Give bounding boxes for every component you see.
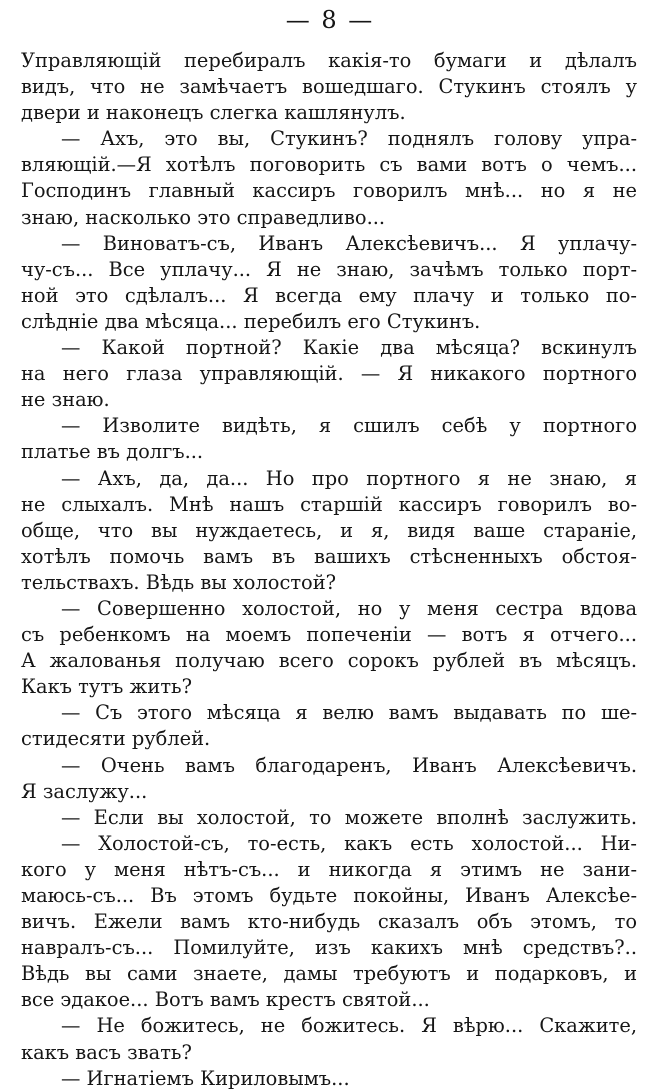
text-line: Я заслужу...: [21, 779, 148, 803]
text-line: вичъ. Ежели вамъ кто-нибудь сказалъ объ этомъ, то: [21, 910, 637, 934]
text-line: навралъ-съ... Помилуйте, изъ какихъ мнѣ средствъ?..: [21, 936, 637, 960]
text-line: платье въ долгъ...: [21, 440, 204, 464]
text-line: Какъ тутъ жить?: [21, 675, 192, 699]
text-line: все эдакое... Вотъ вамъ крестъ святой...: [21, 988, 430, 1012]
text-line: — Съ этого мѣсяца я велю вамъ выдавать по ше-: [61, 701, 637, 725]
text-line: — Не божитесь, не божитесь. Я вѣрю... Скажите,: [61, 1014, 637, 1038]
body-text: [21, 48, 637, 1092]
text-line: — Виноватъ-съ, Иванъ Алексѣевичъ... Я уплачу-: [61, 231, 637, 255]
text-line: — Совершенно холостой, но у меня сестра вдова: [61, 596, 637, 620]
text-line: — Какой портной? Какіе два мѣсяца? вскинулъ: [61, 336, 637, 360]
text-line: — Если вы холостой, то можете вполнѣ заслужить.: [61, 805, 637, 829]
text-line: стидесяти рублей.: [21, 727, 211, 751]
text-line: — Изволите видѣть, я сшилъ себѣ у портного: [61, 414, 637, 438]
text-line: — Ахъ, да, да... Но про портного я не знаю, я: [61, 466, 637, 490]
page-number: — 8 —: [285, 6, 375, 34]
text-line: тельствахъ. Вѣдь вы холостой?: [21, 570, 337, 594]
text-line: маюсь-съ... Въ этомъ будьте покойны, Иванъ Алексѣе-: [21, 884, 637, 907]
text-line: чу-съ... Все уплачу... Я не знаю, зачѣмъ только порт-: [21, 257, 637, 281]
text-line: не слыхалъ. Мнѣ нашъ старшій кассиръ говорилъ во-: [21, 492, 637, 516]
text-line: Вѣдь вы сами знаете, дамы требуютъ и подарковъ, и: [21, 962, 637, 986]
text-line: ной это сдѣлалъ... Я всегда ему плачу и только по-: [21, 283, 637, 307]
text-line: слѣдніе два мѣсяца... перебилъ его Стукинъ.: [21, 309, 481, 333]
text-line: — Игнатіемъ Кириловымъ...: [61, 1066, 350, 1090]
text-line: Господинъ главный кассиръ говорилъ мнѣ... но я не: [21, 179, 637, 203]
text-line: хотѣлъ помочь вамъ въ вашихъ стѣсненныхъ обстоя-: [21, 544, 637, 568]
text-line: не знаю.: [21, 388, 110, 412]
text-line: какъ васъ звать?: [21, 1040, 192, 1064]
text-line: А жалованья получаю всего сорокъ рублей въ мѣсяцъ.: [21, 649, 637, 673]
text-line: на него глаза управляющій. — Я никакого портного: [21, 362, 637, 386]
text-line: — Ахъ, это вы, Стукинъ? поднялъ голову упра-: [61, 127, 637, 151]
text-line: — Холостой-съ, то-есть, какъ есть холостой... Ни-: [61, 831, 637, 855]
text-line: видъ, что не замѣчаетъ вошедшаго. Стукинъ стоялъ у: [21, 75, 637, 99]
text-line: вляющій.—Я хотѣлъ поговорить съ вами вотъ о чемъ...: [21, 153, 637, 177]
text-line: кого у меня нѣтъ-съ... и никогда я этимъ не зани-: [21, 857, 637, 881]
text-line: обще, что вы нуждаетесь, и я, видя ваше стараніе,: [21, 518, 637, 542]
text-line: Управляющій перебиралъ какія-то бумаги и дѣлалъ: [21, 49, 637, 72]
text-line: — Очень вамъ благодаренъ, Иванъ Алексѣевичъ.: [61, 753, 637, 777]
text-line: двери и наконецъ слегка кашлянулъ.: [21, 101, 406, 125]
text-line: знаю, насколько это справедливо...: [21, 205, 386, 229]
text-line: съ ребенкомъ на моемъ попеченіи — вотъ я отчего...: [21, 623, 637, 647]
